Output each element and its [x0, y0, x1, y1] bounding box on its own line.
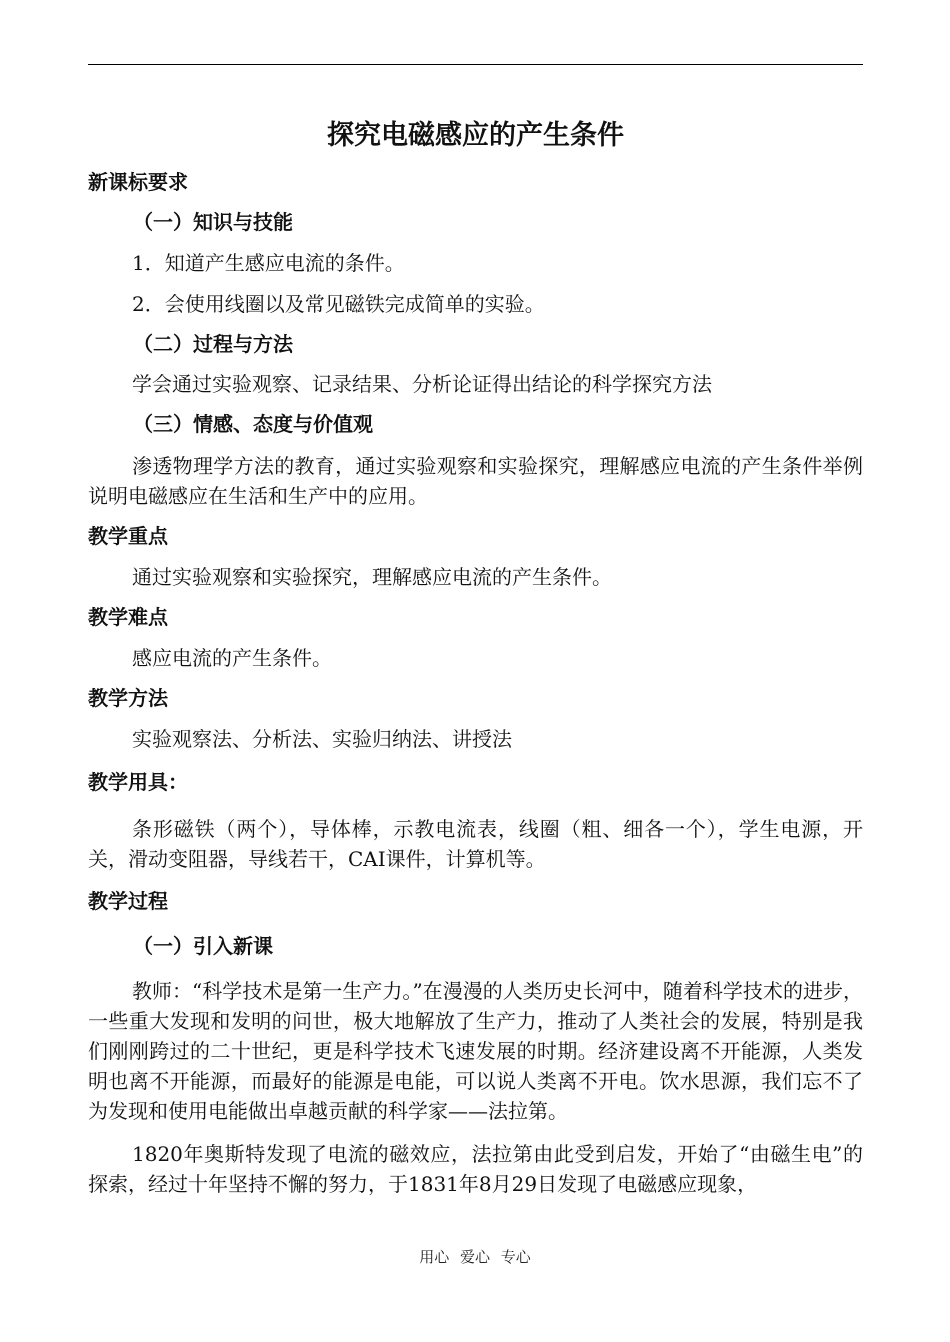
knowledge-item-2: 2．会使用线圈以及常见磁铁完成简单的实验。	[132, 292, 545, 316]
attitude-text: 渗透物理学方法的教育，通过实验观察和实验探究，理解感应电流的产生条件举例说明电磁感应在生活和生产中的应用。	[88, 454, 863, 508]
teaching-process-heading: 教学过程	[88, 889, 168, 913]
knowledge-heading: （一）知识与技能	[133, 210, 293, 234]
document-title: 探究电磁感应的产生条件	[327, 120, 624, 151]
method-text: 实验观察法、分析法、实验归纳法、讲授法	[132, 727, 512, 751]
intro-paragraph-2: 1820年奥斯特发现了电流的磁效应，法拉第由此受到启发，开始了“由磁生电”的探索，经过十年坚持不懈的努力，于1831年8月29日发现了电磁感应现象，	[88, 1142, 863, 1196]
difficulty-heading: 教学难点	[88, 605, 168, 629]
method-heading: 教学方法	[88, 686, 168, 710]
difficulty-text: 感应电流的产生条件。	[132, 646, 332, 670]
process-method-text: 学会通过实验观察、记录结果、分析论证得出结论的科学探究方法	[132, 372, 712, 396]
header-rule	[88, 64, 863, 65]
page-footer: 用心 爱心 专心	[419, 1248, 531, 1266]
curriculum-heading: 新课标要求	[88, 170, 188, 194]
tools-text: 条形磁铁（两个），导体棒，示教电流表，线圈（粗、细各一个），学生电源，开关，滑动变阻器，导线若干，CAI课件，计算机等。	[88, 817, 863, 871]
tools-heading: 教学用具：	[88, 770, 188, 794]
intro-heading: （一）引入新课	[133, 934, 273, 958]
intro-paragraph-1: 教师：“科学技术是第一生产力。”在漫漫的人类历史长河中，随着科学技术的进步，一些重大发现和发明的问世，极大地解放了生产力，推动了人类社会的发展，特别是我们刚刚跨过的二十世纪，更是科学技术飞速发展的时期。经济建设离不开能源，人类发明也离不开能源，而最好的能源是电能，可以说人类离不开电。饮水思源，我们忘不了为发现和使用电能做出卓越贡献的科学家——法拉第。	[88, 979, 863, 1123]
process-method-heading: （二）过程与方法	[133, 332, 293, 356]
key-point-heading: 教学重点	[88, 524, 168, 548]
knowledge-item-1: 1．知道产生感应电流的条件。	[132, 251, 405, 275]
attitude-heading: （三）情感、态度与价值观	[133, 412, 373, 436]
key-point-text: 通过实验观察和实验探究，理解感应电流的产生条件。	[132, 565, 612, 589]
